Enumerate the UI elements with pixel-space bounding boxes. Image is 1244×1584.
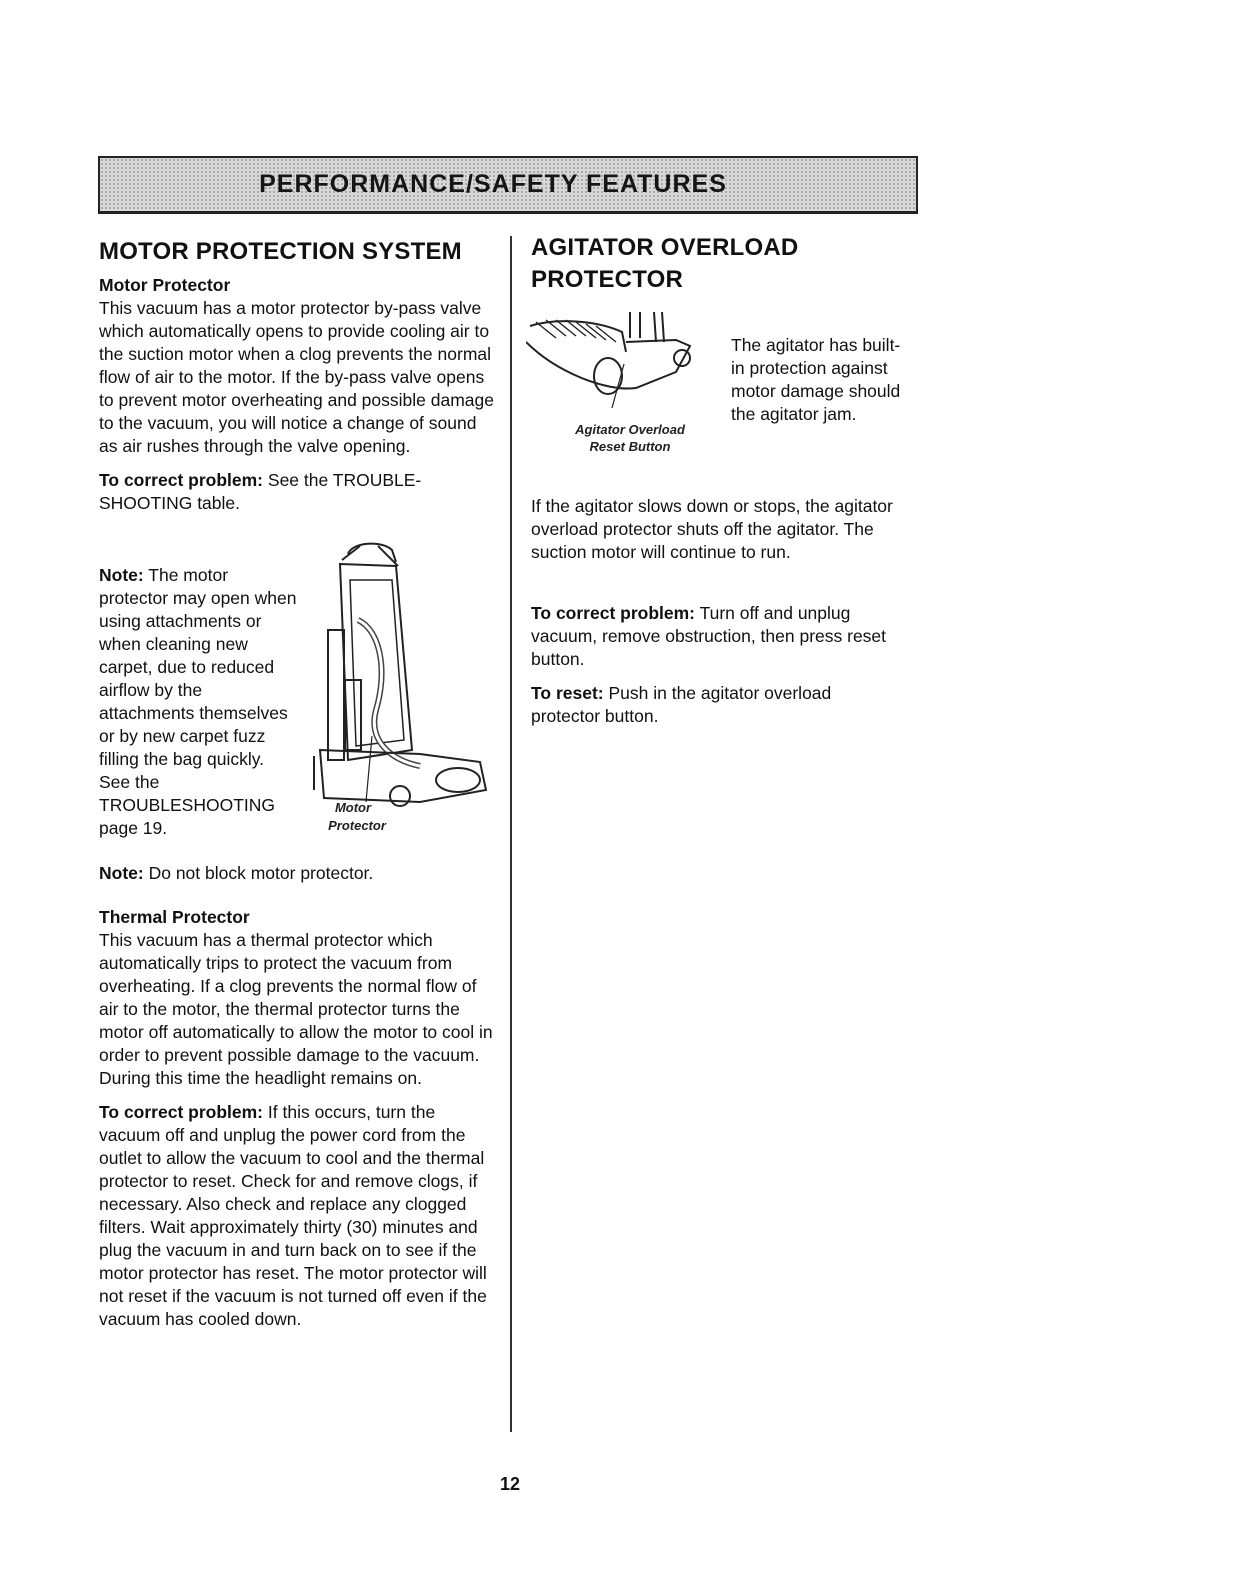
agitator-reset-paragraph xyxy=(531,682,903,728)
agitator-title-line2: PROTECTOR xyxy=(531,266,684,293)
agitator-correct-paragraph xyxy=(531,602,903,671)
motor-note2-label: Note: xyxy=(99,863,144,883)
motor-note-text: The motor protector may open when using attachments or when cleaning new carpet, due to reduced airflow by the attachments themselves or by new carpet fuzz filling the bag quickly. See the TROUBLESHOOTING page 19. xyxy=(99,565,297,838)
agitator-nozzle-illustration xyxy=(526,312,706,422)
motor-note2-text: Do not block motor protector. xyxy=(148,863,374,883)
agitator-reset-label: To reset: xyxy=(531,683,604,703)
motor-correct-paragraph xyxy=(99,469,494,515)
motor-figure-caption-2 xyxy=(317,818,397,834)
motor-protector-heading: Motor Protector xyxy=(99,275,231,295)
right-column-body xyxy=(531,495,903,728)
agitator-reset-text: Push in the agitator overload protector button. xyxy=(531,683,832,726)
agitator-figure-caption xyxy=(555,421,705,455)
motor-protector-body: This vacuum has a motor protector by-pass valve which automatically opens to provide cooling air to the suction motor when a clog prevents the normal flow of air to the motor. If the by-pass valve opens to prevent motor overheating and possible damage to the vacuum, you will notice a change of sound as air rushes through the valve opening. xyxy=(99,298,494,456)
motor-correct-label: To correct problem: xyxy=(99,470,264,490)
agitator-intro-text: The agitator has built-in protection against motor damage should the agitator jam. xyxy=(731,335,901,424)
thermal-correct-text: If this occurs, turn the vacuum off and unplug the power cord from the outlet to allow the vacuum to cool and the thermal protector to reset. Check for and remove clogs, if necessary. Also check and replace any clogged filters. Wait approximately thirty (30) minutes and plug the vacuum in and turn back on to see if the motor protector has reset. The motor protector will not reset if the vacuum is not turned off even if the vacuum has cooled down. xyxy=(99,1102,487,1329)
motor-figure-caption xyxy=(333,800,373,816)
agitator-caption-line1: Agitator Overload xyxy=(575,422,685,437)
agitator-intro-block xyxy=(731,334,911,426)
agitator-correct-text: Turn off and unplug vacuum, remove obstruction, then press reset button. xyxy=(531,603,887,669)
motor-note2-paragraph xyxy=(99,862,494,885)
page-number: 12 xyxy=(499,1474,521,1494)
motor-caption-line1: Motor xyxy=(334,800,372,815)
section-title: PERFORMANCE/SAFETY FEATURES xyxy=(259,170,727,198)
right-column-title xyxy=(531,232,911,296)
thermal-protector-heading: Thermal Protector xyxy=(99,907,250,927)
motor-note-label: Note: xyxy=(99,565,144,585)
left-column-lower xyxy=(99,862,494,1331)
agitator-body-text: If the agitator slows down or stops, the agitator overload protector shuts off the agitator. The suction motor will continue to run. xyxy=(531,496,893,562)
thermal-protector-body: This vacuum has a thermal protector which automatically trips to protect the vacuum from overheating. If a clog prevents the normal flow of air to the motor, the thermal protector turns the motor off automatically to allow the motor to cool in order to prevent possible damage to the vacuum. During this time the headlight remains on. xyxy=(99,930,493,1088)
agitator-caption-line2: Reset Button xyxy=(589,439,671,454)
thermal-correct-label: To correct problem: xyxy=(99,1102,264,1122)
upright-vacuum-illustration xyxy=(300,540,490,840)
motor-caption-line2: Protector xyxy=(328,818,386,833)
motor-correct-text: See the TROUBLE-SHOOTING table. xyxy=(99,470,422,513)
motor-note-block xyxy=(99,564,299,840)
column-divider xyxy=(510,236,512,1432)
left-column xyxy=(99,236,494,515)
section-banner xyxy=(98,156,918,214)
motor-protection-title: MOTOR PROTECTION SYSTEM xyxy=(99,238,462,265)
agitator-correct-label: To correct problem: xyxy=(531,603,696,623)
agitator-title-line1: AGITATOR OVERLOAD xyxy=(531,234,799,261)
thermal-correct-paragraph xyxy=(99,1101,494,1331)
motor-note-paragraph xyxy=(99,564,299,840)
